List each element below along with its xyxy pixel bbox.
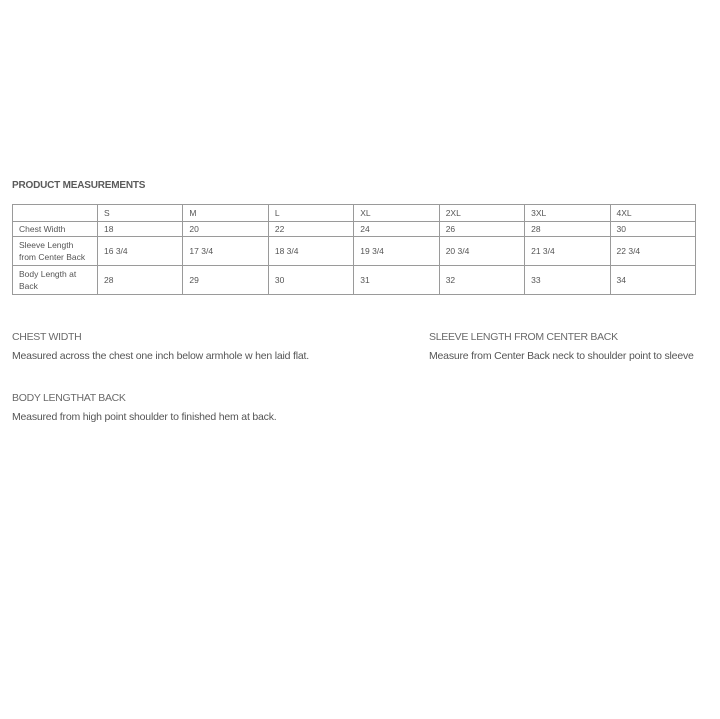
table-row <box>13 266 696 295</box>
table-cell: 22 <box>268 222 353 237</box>
row-label-chest-width: Chest Width <box>13 222 98 237</box>
table-cell: 18 3/4 <box>268 237 353 266</box>
measurement-table <box>12 204 696 295</box>
table-cell: 19 3/4 <box>354 237 439 266</box>
table-cell: 18 <box>98 222 183 237</box>
table-cell: 29 <box>183 266 268 295</box>
table-cell: 16 3/4 <box>98 237 183 266</box>
table-cell: 30 <box>268 266 353 295</box>
row-label-sleeve-length: Sleeve Length from Center Back <box>13 237 98 266</box>
table-header-row <box>13 205 696 222</box>
size-header-m: M <box>183 205 268 222</box>
corner-cell <box>13 205 98 222</box>
table-cell: 26 <box>439 222 524 237</box>
table-cell: 28 <box>525 222 610 237</box>
table-cell: 22 3/4 <box>610 237 695 266</box>
size-header-s: S <box>98 205 183 222</box>
row-label-body-length: Body Length at Back <box>13 266 98 295</box>
table-cell: 32 <box>439 266 524 295</box>
size-header-l: L <box>268 205 353 222</box>
body-length-description: Measured from high point shoulder to finished hem at back. <box>12 411 277 423</box>
chest-width-title: CHEST WIDTH <box>12 331 82 343</box>
table-cell: 30 <box>610 222 695 237</box>
size-header-4xl: 4XL <box>610 205 695 222</box>
page-title: PRODUCT MEASUREMENTS <box>12 180 146 191</box>
table-cell: 21 3/4 <box>525 237 610 266</box>
table-cell: 20 <box>183 222 268 237</box>
sleeve-length-description: Measure from Center Back neck to shoulder point to sleeve <box>429 350 694 362</box>
body-length-title: BODY LENGTHAT BACK <box>12 392 126 404</box>
size-header-xl: XL <box>354 205 439 222</box>
size-header-2xl: 2XL <box>439 205 524 222</box>
table-cell: 17 3/4 <box>183 237 268 266</box>
table-row <box>13 222 696 237</box>
table-cell: 33 <box>525 266 610 295</box>
chest-width-description: Measured across the chest one inch below armhole w hen laid flat. <box>12 350 309 362</box>
table-cell: 20 3/4 <box>439 237 524 266</box>
table-cell: 31 <box>354 266 439 295</box>
table-cell: 28 <box>98 266 183 295</box>
table-row <box>13 237 696 266</box>
table-cell: 24 <box>354 222 439 237</box>
size-header-3xl: 3XL <box>525 205 610 222</box>
sleeve-length-title: SLEEVE LENGTH FROM CENTER BACK <box>429 331 618 343</box>
table-cell: 34 <box>610 266 695 295</box>
